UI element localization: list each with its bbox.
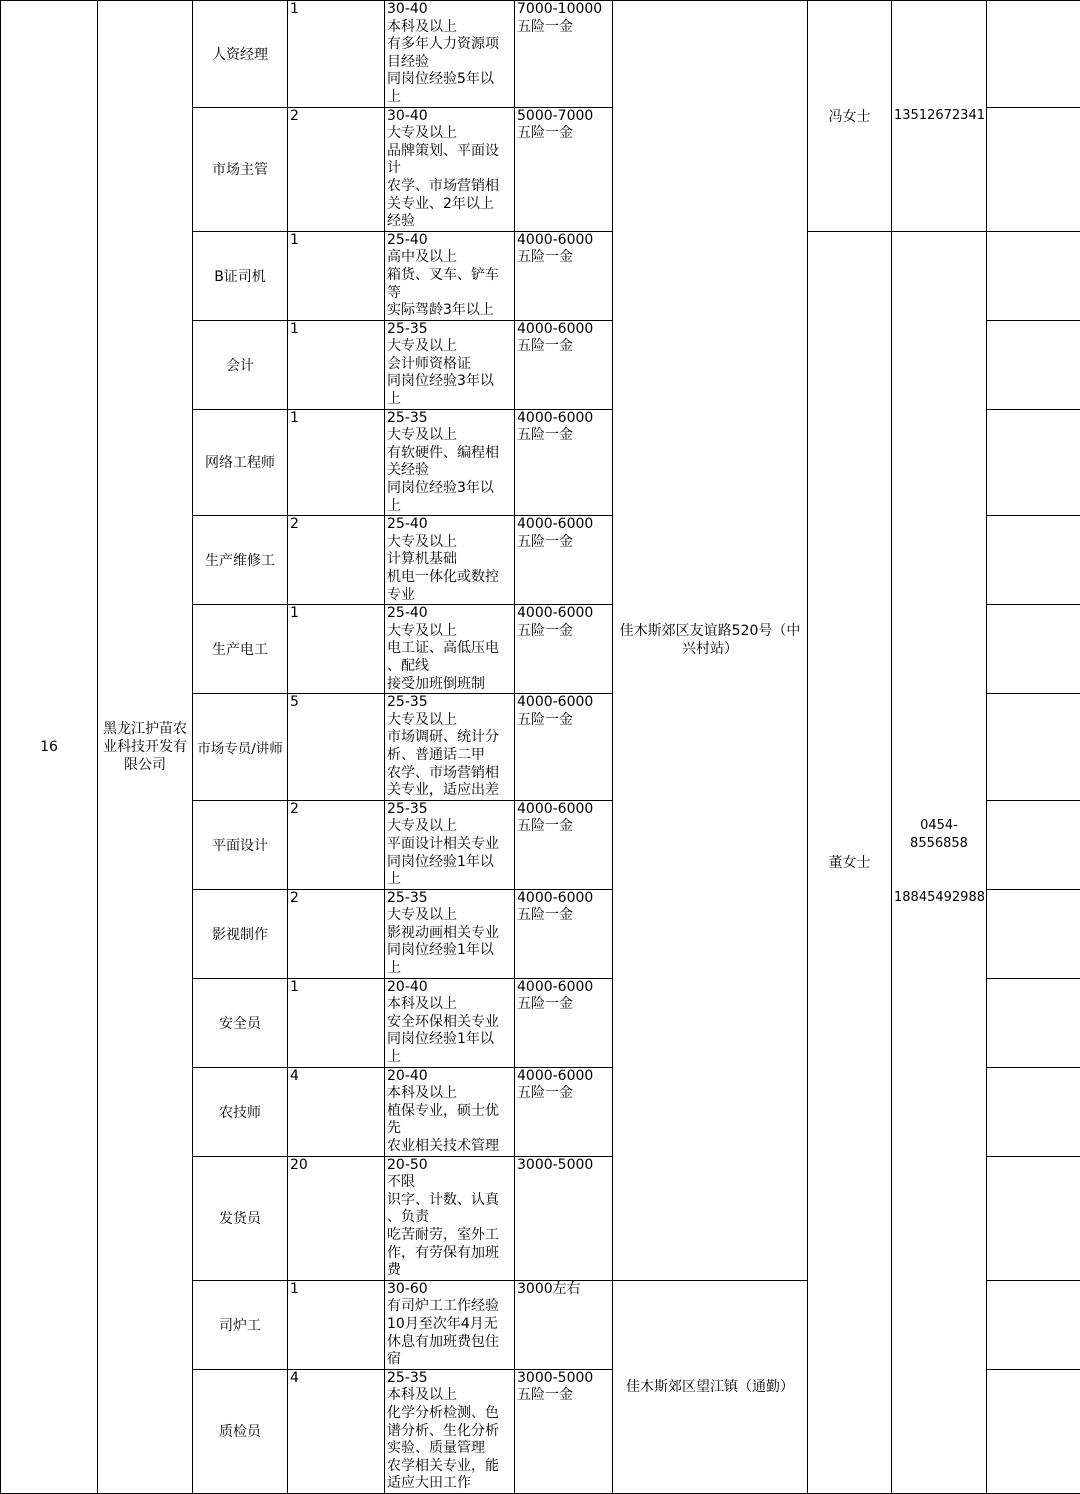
empty-cell (987, 978, 1080, 1067)
job-requirements-line: 25-40 (387, 232, 512, 250)
empty-cell (987, 1156, 1080, 1280)
job-salary-line: 五险一金 (517, 125, 610, 143)
job-requirements-line: 适应大田工作 (387, 1475, 512, 1493)
job-requirements-line: 本科及以上 (387, 996, 512, 1014)
phone-spacer (894, 853, 984, 889)
job-requirements-line: 费 (387, 1262, 512, 1280)
job-salary-line: 五险一金 (517, 427, 610, 445)
job-salary-line: 3000-5000 (517, 1370, 610, 1388)
empty-cell (987, 1, 1080, 108)
job-title: 影视制作 (193, 889, 288, 978)
job-requirements-line: 关经验 (387, 462, 512, 480)
job-salary-line: 五险一金 (517, 1085, 610, 1103)
job-requirements (385, 1280, 515, 1369)
job-title: 司炉工 (193, 1280, 288, 1369)
job-requirements (385, 1067, 515, 1156)
job-requirements-line: 有软硬件、编程相 (387, 445, 512, 463)
contact-name: 冯女士 (808, 1, 892, 232)
job-requirements-line: 30-40 (387, 108, 512, 126)
job-salary-line: 五险一金 (517, 534, 610, 552)
job-requirements-line: 25-35 (387, 890, 512, 908)
job-requirements-line: 有司炉工工作经验 (387, 1298, 512, 1316)
job-requirements-line: 25-40 (387, 516, 512, 534)
job-salary (515, 1280, 613, 1369)
empty-cell (987, 516, 1080, 605)
job-salary (515, 978, 613, 1067)
job-requirements-line: 上 (387, 498, 512, 516)
hire-count: 4 (288, 1067, 385, 1156)
job-salary-line: 五险一金 (517, 1387, 610, 1405)
job-requirements-line: 专业 (387, 587, 512, 605)
job-salary-line: 五险一金 (517, 907, 610, 925)
job-title: 农技师 (193, 1067, 288, 1156)
job-salary (515, 605, 613, 694)
job-requirements (385, 800, 515, 889)
job-requirements-line: 析、普通话二甲 (387, 747, 512, 765)
job-requirements-line: 市场调研、统计分 (387, 729, 512, 747)
job-requirements-line: 20-40 (387, 979, 512, 997)
job-requirements-line: 大专及以上 (387, 712, 512, 730)
job-requirements-line: 上 (387, 1049, 512, 1067)
job-requirements-line: 上 (387, 960, 512, 978)
job-salary-line: 4000-6000 (517, 890, 610, 908)
job-salary (515, 1369, 613, 1493)
contact-phone (892, 1, 987, 232)
job-requirements-line: 25-35 (387, 1370, 512, 1388)
job-salary (515, 1, 613, 108)
job-salary (515, 231, 613, 320)
hire-count: 2 (288, 107, 385, 231)
phone-number: 18845492988 (894, 889, 984, 907)
hire-count: 2 (288, 516, 385, 605)
job-requirements (385, 605, 515, 694)
job-requirements (385, 320, 515, 409)
job-requirements-line: 影视动画相关专业 (387, 925, 512, 943)
job-requirements-line: 25-40 (387, 605, 512, 623)
job-requirements-line: 、配线 (387, 658, 512, 676)
hire-count: 1 (288, 1, 385, 108)
phone-number: 13512672341 (894, 107, 984, 125)
job-requirements-line: 品牌策划、平面设 (387, 143, 512, 161)
job-requirements-line: 接受加班倒班制 (387, 676, 512, 694)
job-requirements-line: 箱货、叉车、铲车 (387, 267, 512, 285)
job-requirements-line: 不限 (387, 1174, 512, 1192)
company-name: 黑龙江护苗农业科技开发有限公司 (98, 1, 193, 1494)
job-salary-line: 3000-5000 (517, 1157, 610, 1175)
empty-cell (987, 605, 1080, 694)
work-location: 佳木斯郊区望江镇（通勤） (613, 1280, 808, 1493)
job-requirements (385, 231, 515, 320)
job-requirements-line: 经验 (387, 213, 512, 231)
table-row (1, 1, 1080, 108)
job-title: 质检员 (193, 1369, 288, 1493)
job-requirements-line: 高中及以上 (387, 249, 512, 267)
contact-phone (892, 231, 987, 1493)
job-requirements-line: 20-40 (387, 1068, 512, 1086)
job-requirements-line: 25-35 (387, 410, 512, 428)
job-requirements (385, 1156, 515, 1280)
job-requirements-line: 大专及以上 (387, 427, 512, 445)
job-salary-line: 五险一金 (517, 19, 610, 37)
job-requirements-line: 大专及以上 (387, 534, 512, 552)
job-requirements-line: 同岗位经验3年以 (387, 480, 512, 498)
job-requirements-line: 平面设计相关专业 (387, 836, 512, 854)
job-requirements-line: 农学、市场营销相 (387, 178, 512, 196)
empty-cell (987, 409, 1080, 516)
hire-count: 4 (288, 1369, 385, 1493)
job-requirements-line: 本科及以上 (387, 1085, 512, 1103)
job-requirements-line: 安全环保相关专业 (387, 1014, 512, 1032)
job-requirements (385, 516, 515, 605)
empty-cell (987, 694, 1080, 801)
job-requirements-line: 农学相关专业，能 (387, 1458, 512, 1476)
job-salary-line: 7000-10000 (517, 1, 610, 19)
job-requirements-line: 30-40 (387, 1, 512, 19)
hire-count: 5 (288, 694, 385, 801)
job-requirements-line: 计 (387, 160, 512, 178)
job-requirements-line: 植保专业，硕士优 (387, 1103, 512, 1121)
hire-count: 1 (288, 231, 385, 320)
job-requirements-line: 同岗位经验1年以 (387, 1031, 512, 1049)
job-requirements-line: 吃苦耐劳，室外工 (387, 1227, 512, 1245)
empty-cell (987, 1280, 1080, 1369)
job-requirements-line: 大专及以上 (387, 338, 512, 356)
job-requirements-line: 先 (387, 1120, 512, 1138)
job-salary-line: 五险一金 (517, 338, 610, 356)
job-requirements (385, 1369, 515, 1493)
job-salary (515, 516, 613, 605)
empty-cell (987, 800, 1080, 889)
job-salary (515, 800, 613, 889)
job-requirements (385, 1, 515, 108)
hire-count: 1 (288, 409, 385, 516)
job-salary-line: 4000-6000 (517, 321, 610, 339)
job-title: 会计 (193, 320, 288, 409)
job-title: 安全员 (193, 978, 288, 1067)
job-requirements-line: 等 (387, 285, 512, 303)
hire-count: 20 (288, 1156, 385, 1280)
empty-cell (987, 231, 1080, 320)
job-salary-line: 4000-6000 (517, 232, 610, 250)
job-title: 市场主管 (193, 107, 288, 231)
job-salary-line: 4000-6000 (517, 979, 610, 997)
job-title: 平面设计 (193, 800, 288, 889)
job-requirements-line: 30-60 (387, 1281, 512, 1299)
row-index: 16 (1, 1, 98, 1494)
job-requirements-line: 上 (387, 391, 512, 409)
job-requirements-line: 同岗位经验5年以 (387, 71, 512, 89)
job-salary-line: 五险一金 (517, 818, 610, 836)
job-requirements-line: 作，有劳保有加班 (387, 1245, 512, 1263)
job-salary-line: 4000-6000 (517, 410, 610, 428)
job-requirements-line: 大专及以上 (387, 818, 512, 836)
job-title: 市场专员/讲师 (193, 694, 288, 801)
job-requirements-line: 实验、质量管理 (387, 1440, 512, 1458)
job-requirements-line: 化学分析检测、色 (387, 1405, 512, 1423)
job-requirements (385, 107, 515, 231)
job-requirements-line: 关专业，适应出差 (387, 782, 512, 800)
job-requirements-line: 大专及以上 (387, 623, 512, 641)
job-requirements-line: 谱分析、生化分析 (387, 1423, 512, 1441)
job-salary (515, 889, 613, 978)
empty-cell (987, 107, 1080, 231)
job-requirements-line: 目经验 (387, 54, 512, 72)
job-salary-line: 4000-6000 (517, 605, 610, 623)
job-requirements-line: 机电一体化或数控 (387, 569, 512, 587)
job-requirements-line: 大专及以上 (387, 907, 512, 925)
job-salary-line: 五险一金 (517, 249, 610, 267)
job-salary (515, 409, 613, 516)
job-requirements-line: 上 (387, 871, 512, 889)
hire-count: 1 (288, 1280, 385, 1369)
job-salary-line: 4000-6000 (517, 801, 610, 819)
job-salary-line: 4000-6000 (517, 516, 610, 534)
job-requirements (385, 978, 515, 1067)
job-requirements-line: 25-35 (387, 801, 512, 819)
job-title: 人资经理 (193, 1, 288, 108)
job-requirements-line: 会计师资格证 (387, 356, 512, 374)
job-salary-line: 3000左右 (517, 1281, 610, 1299)
job-requirements-line: 25-35 (387, 694, 512, 712)
job-requirements-line: 宿 (387, 1351, 512, 1369)
job-requirements-line: 计算机基础 (387, 551, 512, 569)
hire-count: 2 (288, 800, 385, 889)
job-requirements-line: 同岗位经验1年以 (387, 854, 512, 872)
job-requirements-line: 有多年人力资源项 (387, 36, 512, 54)
empty-cell (987, 1369, 1080, 1493)
job-requirements-line: 10月至次年4月无 (387, 1316, 512, 1334)
job-salary-line: 五险一金 (517, 623, 610, 641)
job-salary (515, 694, 613, 801)
job-requirements (385, 889, 515, 978)
job-requirements-line: 同岗位经验1年以 (387, 942, 512, 960)
job-salary-line: 五险一金 (517, 712, 610, 730)
job-requirements-line: 电工证、高低压电 (387, 640, 512, 658)
contact-name: 董女士 (808, 231, 892, 1493)
hire-count: 1 (288, 978, 385, 1067)
job-requirements-line: 上 (387, 89, 512, 107)
job-requirements (385, 694, 515, 801)
empty-cell (987, 320, 1080, 409)
hire-count: 2 (288, 889, 385, 978)
job-title: B证司机 (193, 231, 288, 320)
job-requirements-line: 实际驾龄3年以上 (387, 302, 512, 320)
job-requirements (385, 409, 515, 516)
job-requirements-line: 农学、市场营销相 (387, 765, 512, 783)
job-salary-line: 五险一金 (517, 996, 610, 1014)
job-requirements-line: 25-35 (387, 321, 512, 339)
job-requirements-line: 关专业、2年以上 (387, 196, 512, 214)
job-requirements-line: 同岗位经验3年以 (387, 373, 512, 391)
job-requirements-line: 农业相关技术管理 (387, 1138, 512, 1156)
job-salary-line: 5000-7000 (517, 108, 610, 126)
job-requirements-line: 休息有加班费包住 (387, 1334, 512, 1352)
job-title: 网络工程师 (193, 409, 288, 516)
job-title: 生产电工 (193, 605, 288, 694)
job-salary-line: 4000-6000 (517, 694, 610, 712)
job-requirements-line: 识字、计数、认真 (387, 1192, 512, 1210)
hire-count: 1 (288, 320, 385, 409)
job-requirements-line: 、负责 (387, 1209, 512, 1227)
job-title: 生产维修工 (193, 516, 288, 605)
job-salary (515, 1156, 613, 1280)
job-requirements-line: 本科及以上 (387, 1387, 512, 1405)
job-salary (515, 320, 613, 409)
empty-cell (987, 1067, 1080, 1156)
job-requirements-line: 大专及以上 (387, 125, 512, 143)
job-requirements-line: 20-50 (387, 1157, 512, 1175)
phone-number: 0454-8556858 (894, 817, 984, 853)
job-title: 发货员 (193, 1156, 288, 1280)
job-salary (515, 107, 613, 231)
job-salary (515, 1067, 613, 1156)
work-location: 佳木斯郊区友谊路520号（中兴村站） (613, 1, 808, 1281)
empty-cell (987, 889, 1080, 978)
job-requirements-line: 本科及以上 (387, 19, 512, 37)
hire-count: 1 (288, 605, 385, 694)
job-salary-line: 4000-6000 (517, 1068, 610, 1086)
